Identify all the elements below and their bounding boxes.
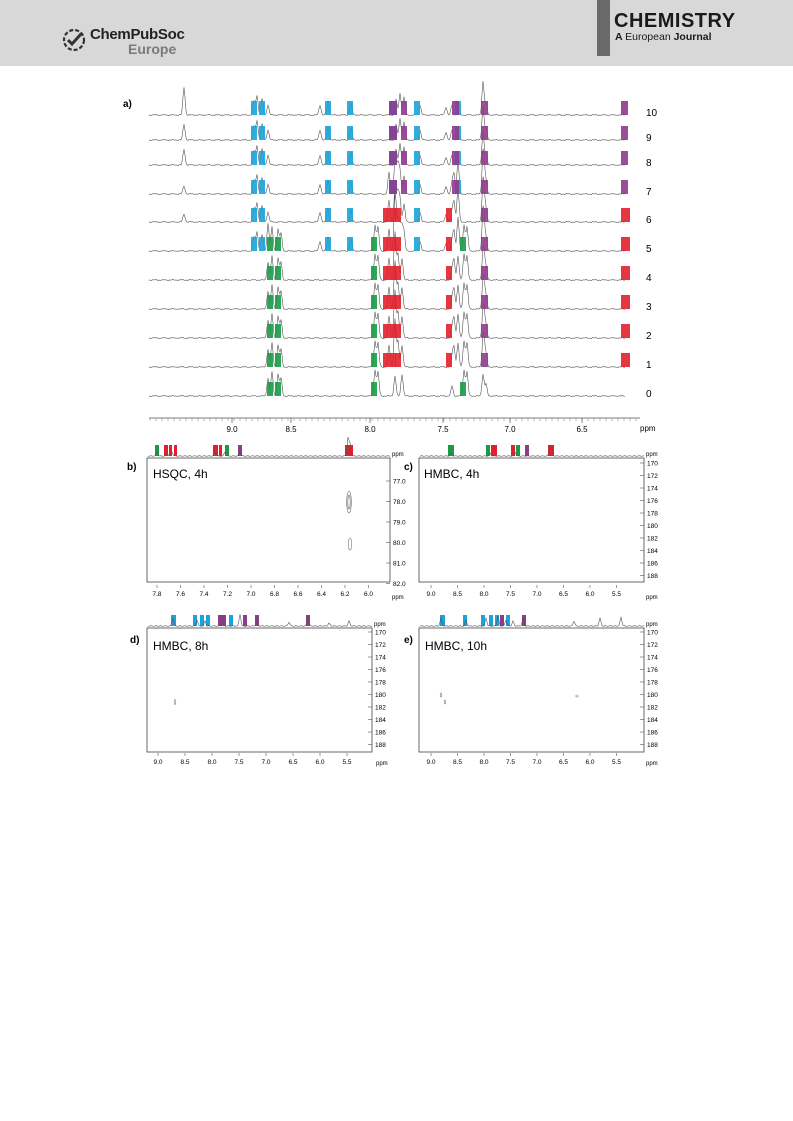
signal-highlight — [500, 615, 504, 626]
signal-highlight — [401, 126, 407, 140]
signal-highlight — [621, 126, 628, 140]
signal-highlight — [401, 101, 407, 115]
panel-b-y-ticks — [386, 479, 406, 589]
signal-highlight — [506, 615, 510, 626]
signal-highlight — [325, 151, 331, 165]
signal-highlight — [389, 180, 397, 194]
x-tick-label: 8.0 — [479, 591, 489, 598]
panel-b-crosspeaks — [347, 491, 352, 550]
panel-c-y-ticks — [640, 461, 658, 581]
signal-highlight — [219, 445, 222, 456]
y-tick-label: 178 — [647, 679, 658, 687]
signal-highlight — [621, 180, 628, 194]
y-tick-label: 182 — [647, 704, 658, 712]
signal-highlight — [621, 295, 625, 309]
panel-d-crosspeaks — [174, 700, 176, 705]
panel-a — [123, 81, 658, 434]
signal-highlight — [371, 382, 377, 396]
trace-label: 6 — [646, 215, 652, 226]
nmr-trace — [149, 149, 625, 195]
signal-highlight — [251, 180, 257, 194]
signal-highlight — [164, 445, 168, 456]
crosspeak — [440, 693, 442, 697]
signal-highlight — [395, 353, 401, 367]
panel-b-title: HSQC, 4h — [153, 467, 208, 481]
panel-e-label: e) — [404, 635, 413, 646]
y-tick-label: 80.0 — [393, 540, 406, 547]
panel-e-projection — [420, 615, 644, 626]
signal-highlight — [446, 324, 452, 338]
signal-highlight — [267, 353, 273, 367]
signal-highlight — [389, 101, 397, 115]
signal-highlight — [452, 180, 459, 194]
signal-highlight — [446, 208, 452, 222]
x-tick-label: 7.6 — [175, 591, 186, 598]
crosspeak — [444, 700, 446, 704]
signal-highlight — [625, 208, 630, 222]
x-tick-label: 6.0 — [315, 759, 325, 766]
x-tick-label: 7.5 — [505, 759, 516, 766]
panel-c-projection — [420, 445, 644, 456]
y-tick-label: 180 — [647, 523, 658, 530]
signal-highlight — [383, 353, 389, 367]
trace-label: 5 — [646, 244, 652, 255]
y-tick-label: 174 — [647, 654, 658, 662]
signal-highlight — [389, 324, 396, 338]
y-tick-label: 170 — [375, 629, 386, 637]
signal-highlight — [371, 237, 377, 251]
signal-highlight — [414, 126, 420, 140]
y-tick-label: 79.0 — [393, 519, 406, 527]
panel-d-y-ticks — [368, 630, 386, 750]
signal-highlight — [414, 101, 420, 115]
trace-label: 1 — [646, 360, 652, 371]
panel-b-x-ticks — [152, 585, 373, 598]
x-tick-label: 7.0 — [246, 591, 256, 598]
y-tick-label: 178 — [647, 510, 658, 518]
panel-e — [404, 615, 658, 767]
signal-highlight — [275, 266, 281, 280]
signal-highlight — [383, 295, 389, 309]
y-tick-label: 174 — [375, 654, 386, 662]
signal-highlight — [452, 151, 459, 165]
x-tick-label: 8.5 — [452, 591, 463, 598]
signal-highlight — [491, 445, 497, 456]
panel-b — [127, 437, 406, 601]
y-tick-label: 188 — [647, 573, 658, 580]
x-tick-label: 6.0 — [585, 591, 595, 598]
signal-highlight — [621, 266, 625, 280]
panel-e-title: HMBC, 10h — [425, 639, 488, 653]
y-tick-label: 182 — [375, 704, 386, 712]
signal-highlight — [395, 237, 401, 251]
y-tick-label: 186 — [647, 729, 658, 737]
signal-highlight — [389, 266, 396, 280]
signal-highlight — [389, 295, 396, 309]
panel-c-x-ticks — [426, 585, 621, 598]
signal-highlight — [621, 324, 625, 338]
signal-highlight — [481, 101, 488, 115]
trace-label: 3 — [646, 302, 652, 313]
y-tick-label: 178 — [375, 679, 386, 687]
signal-highlight — [251, 126, 257, 140]
signal-highlight — [389, 208, 396, 222]
x-tick-label: 7.0 — [532, 591, 542, 598]
signal-highlight — [275, 324, 281, 338]
signal-highlight — [371, 324, 377, 338]
signal-highlight — [325, 180, 331, 194]
signal-highlight — [625, 353, 630, 367]
panel-a-axis-unit: ppm — [640, 424, 656, 433]
x-tick-label: 6.0 — [585, 759, 595, 766]
publisher-subtitle: Europe — [128, 41, 177, 57]
signal-highlight — [525, 445, 529, 456]
x-tick-label: 7.5 — [505, 591, 516, 598]
panel-b-projection — [148, 437, 390, 456]
signal-highlight — [383, 208, 389, 222]
y-tick-label: 182 — [647, 535, 658, 543]
journal-subtitle-a: A — [615, 31, 623, 43]
signal-highlight — [347, 237, 353, 251]
signal-highlight — [621, 208, 625, 222]
x-tick-label: 6.5 — [558, 759, 569, 766]
signal-highlight — [460, 382, 466, 396]
panel-e-x-unit: ppm — [646, 761, 658, 767]
signal-highlight — [448, 445, 454, 456]
signal-highlight — [414, 151, 420, 165]
crosspeak — [347, 491, 352, 513]
signal-highlight — [621, 151, 628, 165]
panel-e-y-ticks — [640, 630, 658, 750]
y-tick-label: 82.0 — [393, 581, 406, 588]
signal-highlight — [347, 208, 353, 222]
y-tick-label: 180 — [375, 692, 386, 699]
signal-highlight — [446, 353, 452, 367]
panel-e-top-unit: ppm — [646, 622, 658, 628]
panel-a-traces — [149, 81, 658, 400]
nmr-trace — [149, 81, 625, 116]
x-tick-label: 7.5 — [234, 759, 244, 766]
projection-trace — [148, 614, 372, 626]
trace-label: 0 — [646, 389, 652, 400]
signal-highlight — [371, 295, 377, 309]
signal-highlight — [414, 180, 420, 194]
signal-highlight — [625, 266, 630, 280]
signal-highlight — [347, 101, 353, 115]
y-tick-label: 184 — [375, 717, 386, 724]
signal-highlight — [371, 353, 377, 367]
signal-highlight — [267, 237, 273, 251]
crosspeak — [174, 700, 176, 705]
x-tick-label: 8.5 — [452, 759, 463, 766]
signal-highlight — [452, 101, 459, 115]
signal-highlight — [389, 353, 396, 367]
signal-highlight — [259, 208, 265, 222]
signal-highlight — [446, 266, 452, 280]
signal-highlight — [389, 126, 397, 140]
panel-d-top-unit: ppm — [374, 622, 386, 628]
signal-highlight — [401, 151, 407, 165]
signal-highlight — [481, 237, 488, 251]
signal-highlight — [259, 101, 265, 115]
panel-d-label: d) — [130, 635, 140, 646]
panel-b-top-unit: ppm — [392, 452, 404, 458]
axis-tick-label: 8.5 — [285, 425, 297, 434]
crosspeak — [348, 495, 350, 509]
signal-highlight — [625, 295, 630, 309]
x-tick-label: 6.5 — [288, 759, 298, 766]
signal-highlight — [446, 237, 452, 251]
signal-highlight — [414, 208, 420, 222]
signal-highlight — [275, 353, 281, 367]
y-tick-label: 184 — [647, 717, 658, 724]
crosspeak — [576, 695, 578, 697]
panel-c-x-unit: ppm — [646, 595, 658, 601]
signal-highlight — [383, 324, 389, 338]
panel-a-label: a) — [123, 99, 132, 110]
signal-highlight — [625, 324, 630, 338]
signal-highlight — [481, 324, 488, 338]
signal-highlight — [259, 151, 265, 165]
x-tick-label: 7.8 — [152, 591, 162, 598]
x-tick-label: 6.5 — [558, 591, 569, 598]
signal-highlight — [481, 208, 488, 222]
signal-highlight — [174, 445, 177, 456]
signal-highlight — [325, 237, 331, 251]
y-tick-label: 186 — [375, 729, 386, 737]
panel-c-title: HMBC, 4h — [424, 467, 480, 481]
signal-highlight — [395, 208, 401, 222]
signal-highlight — [267, 324, 273, 338]
signal-highlight — [225, 445, 229, 456]
projection-trace — [148, 437, 390, 456]
y-tick-label: 172 — [375, 642, 386, 649]
trace-label: 8 — [646, 158, 652, 169]
trace-label: 4 — [646, 273, 652, 284]
y-tick-label: 77.0 — [393, 478, 406, 486]
signal-highlight — [251, 237, 257, 251]
y-tick-label: 78.0 — [393, 499, 406, 506]
y-tick-label: 176 — [647, 667, 658, 674]
panel-d-x-ticks — [153, 753, 351, 766]
panel-d-x-unit: ppm — [376, 761, 388, 767]
signal-highlight — [446, 295, 452, 309]
y-tick-label: 81.0 — [393, 560, 406, 568]
trace-label: 10 — [646, 108, 658, 119]
axis-tick-label: 7.0 — [504, 425, 516, 434]
x-tick-label: 5.5 — [611, 591, 622, 598]
x-tick-label: 6.8 — [269, 591, 280, 598]
signal-highlight — [481, 151, 488, 165]
signal-highlight — [621, 237, 625, 251]
panel-c-top-unit: ppm — [646, 452, 658, 458]
signal-highlight — [193, 615, 197, 626]
x-tick-label: 7.4 — [199, 591, 209, 598]
signal-highlight — [383, 266, 389, 280]
y-tick-label: 186 — [647, 560, 658, 568]
x-tick-label: 8.5 — [180, 759, 190, 766]
signal-highlight — [511, 445, 515, 456]
signal-highlight — [347, 180, 353, 194]
y-tick-label: 188 — [647, 742, 658, 749]
crosspeak — [348, 538, 352, 550]
y-tick-label: 174 — [647, 485, 658, 493]
signal-highlight — [486, 445, 490, 456]
trace-label: 9 — [646, 133, 652, 144]
axis-tick-label: 6.5 — [576, 425, 588, 434]
signal-highlight — [395, 266, 401, 280]
signal-highlight — [251, 151, 257, 165]
signal-highlight — [251, 208, 257, 222]
signal-highlight — [267, 295, 273, 309]
y-tick-label: 170 — [647, 629, 658, 637]
x-tick-label: 6.0 — [363, 591, 374, 598]
signal-highlight — [516, 445, 520, 456]
y-tick-label: 188 — [375, 742, 386, 749]
signal-highlight — [275, 237, 281, 251]
signal-highlight — [395, 324, 401, 338]
publisher-name: ChemPubSoc — [90, 26, 185, 43]
panel-c-label: c) — [404, 462, 413, 473]
signal-highlight — [452, 126, 459, 140]
journal-title: CHEMISTRY — [614, 10, 736, 32]
signal-highlight — [259, 237, 265, 251]
x-tick-label: 7.0 — [261, 759, 271, 766]
signal-highlight — [275, 382, 281, 396]
signal-highlight — [267, 266, 273, 280]
signal-highlight — [275, 295, 281, 309]
journal-subtitle-european: European — [625, 31, 671, 43]
projection-trace — [420, 616, 644, 626]
x-tick-label: 7.0 — [532, 759, 542, 766]
y-tick-label: 180 — [647, 692, 658, 699]
x-tick-label: 6.4 — [316, 591, 327, 598]
y-tick-label: 172 — [647, 642, 658, 649]
panel-d-projection — [148, 614, 372, 626]
y-tick-label: 184 — [647, 548, 658, 555]
nmr-trace — [149, 370, 625, 397]
x-tick-label: 9.0 — [153, 759, 163, 766]
x-tick-label: 9.0 — [426, 591, 436, 598]
signal-highlight — [395, 295, 401, 309]
nmr-trace — [149, 106, 625, 141]
signal-highlight — [259, 126, 265, 140]
panel-b-label: b) — [127, 462, 137, 473]
signal-highlight — [489, 615, 493, 626]
y-tick-label: 176 — [375, 667, 386, 674]
signal-highlight — [243, 615, 247, 626]
signal-highlight — [481, 266, 488, 280]
axis-tick-label: 9.0 — [226, 425, 238, 434]
journal-subtitle-journal: Journal — [673, 31, 712, 43]
x-tick-label: 7.2 — [222, 591, 233, 598]
signal-highlight — [325, 126, 331, 140]
y-tick-label: 176 — [647, 498, 658, 505]
signal-highlight — [251, 101, 257, 115]
trace-label: 7 — [646, 187, 652, 198]
x-tick-label: 8.0 — [207, 759, 217, 766]
nmr-trace — [149, 131, 625, 166]
signal-highlight — [621, 353, 625, 367]
signal-highlight — [401, 180, 407, 194]
signal-highlight — [481, 126, 488, 140]
panel-d — [130, 614, 388, 767]
signal-highlight — [347, 126, 353, 140]
signal-highlight — [325, 101, 331, 115]
panel-e-crosspeaks — [440, 693, 578, 704]
signal-highlight — [481, 353, 488, 367]
x-tick-label: 5.5 — [342, 759, 352, 766]
signal-highlight — [621, 101, 628, 115]
signal-highlight — [371, 266, 377, 280]
signal-highlight — [625, 237, 630, 251]
signal-highlight — [347, 151, 353, 165]
panel-c — [404, 445, 658, 601]
axis-tick-label: 8.0 — [364, 425, 376, 434]
x-tick-label: 6.6 — [293, 591, 303, 598]
panel-a-axis — [149, 418, 656, 434]
signal-highlight — [414, 237, 420, 251]
signal-highlight — [259, 180, 265, 194]
y-tick-label: 170 — [647, 460, 658, 468]
x-tick-label: 8.0 — [479, 759, 489, 766]
signal-highlight — [383, 237, 389, 251]
x-tick-label: 5.5 — [611, 759, 622, 766]
panel-e-x-ticks — [426, 753, 621, 766]
signal-highlight — [481, 180, 488, 194]
trace-label: 2 — [646, 331, 652, 342]
signal-highlight — [229, 615, 233, 626]
x-tick-label: 9.0 — [426, 759, 436, 766]
signal-highlight — [389, 237, 396, 251]
signal-highlight — [267, 382, 273, 396]
x-tick-label: 6.2 — [340, 591, 350, 598]
panel-b-x-unit: ppm — [392, 595, 404, 601]
signal-highlight — [325, 208, 331, 222]
y-tick-label: 172 — [647, 473, 658, 480]
signal-highlight — [481, 295, 488, 309]
axis-tick-label: 7.5 — [437, 425, 449, 434]
signal-highlight — [389, 151, 397, 165]
panel-d-title: HMBC, 8h — [153, 639, 209, 653]
signal-highlight — [460, 237, 466, 251]
